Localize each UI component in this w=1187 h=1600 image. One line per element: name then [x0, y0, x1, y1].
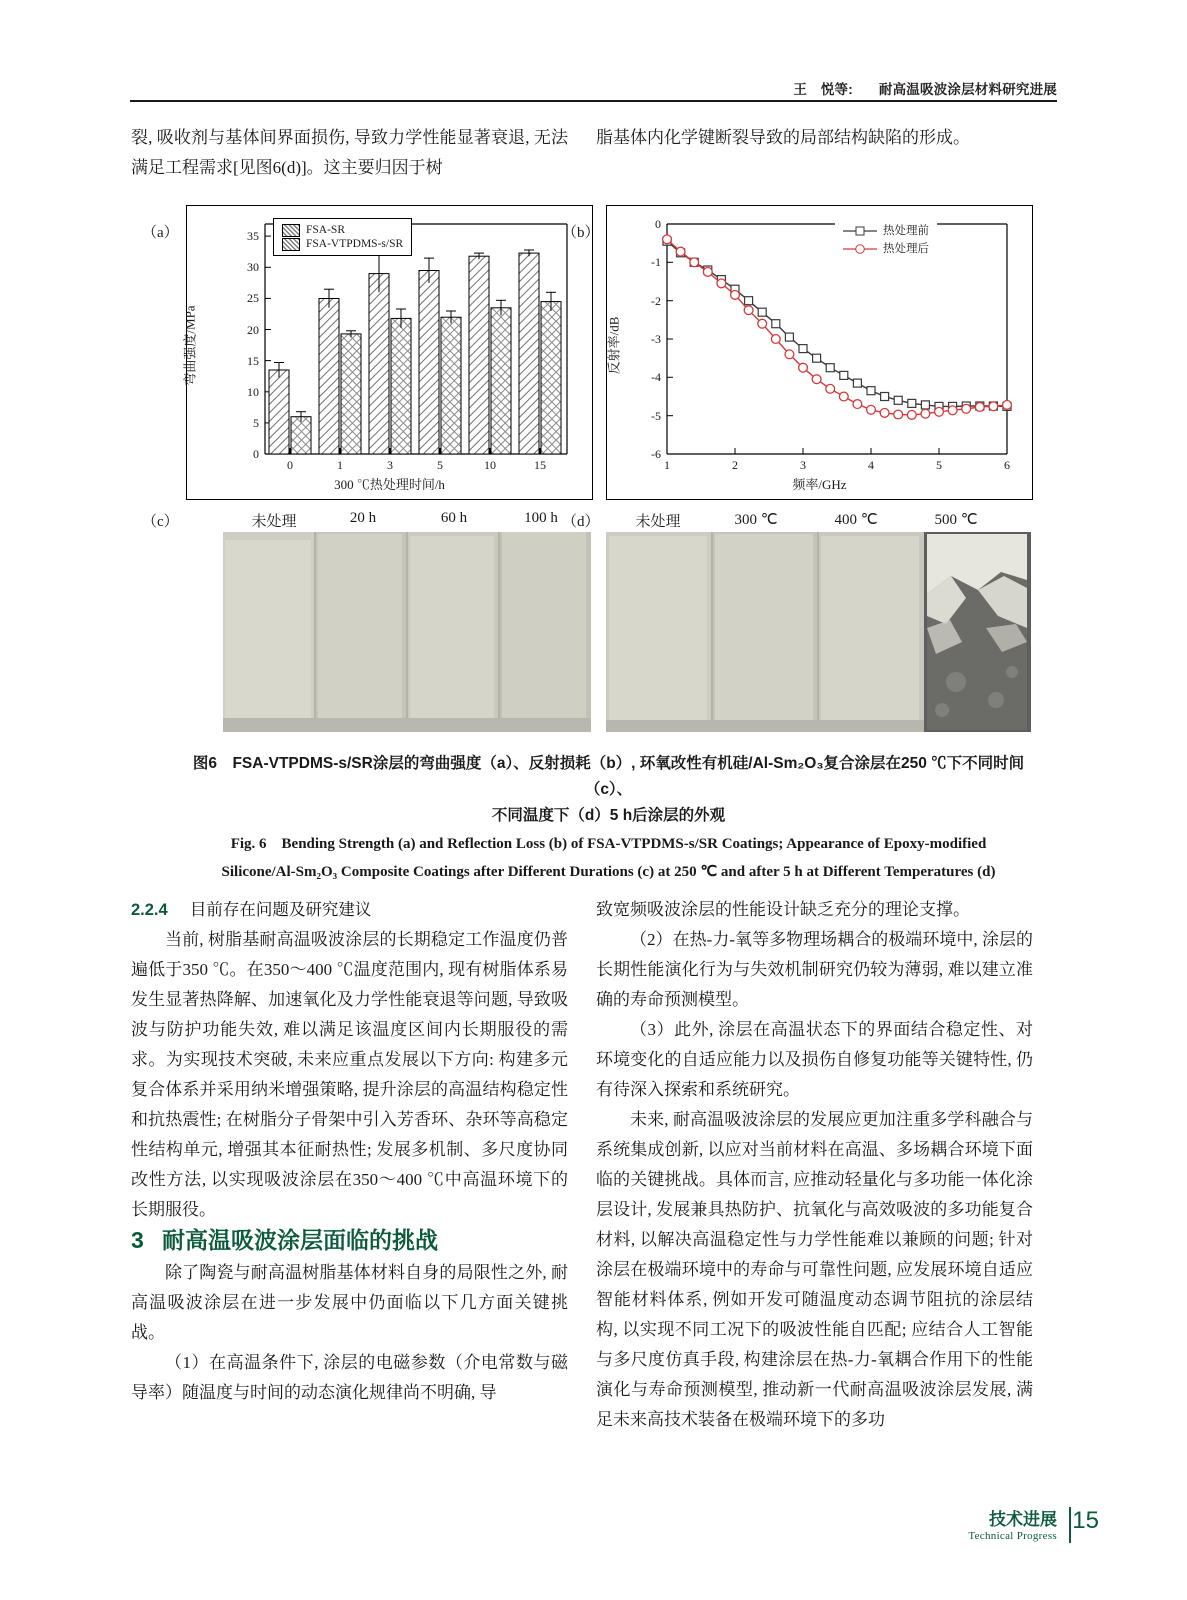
legend-item-before: [843, 224, 929, 238]
section-heading-3: [131, 1225, 568, 1258]
caption-en-line1: Fig. 6 Bending Strength (a) and Reflection Loss (b) of FSA-VTPDMS-s/SR Coatings; Appearance of Epoxy-modified: [230, 836, 987, 852]
chart-b-xlabel: 频率/GHz: [792, 477, 847, 492]
legend-line-circle-icon: [843, 243, 877, 255]
chart-a-xtick-5: 5: [437, 458, 443, 472]
chart-a-xtick-1: 1: [337, 458, 343, 472]
photo-c-label-0: 未处理: [251, 514, 297, 530]
chart-b-xtick-5: 5: [936, 458, 942, 472]
chart-b-ytick--3: -3: [651, 332, 661, 346]
paragraph-left-3: （1）在高温条件下, 涂层的电磁参数（介电常数与磁导率）随温度与时间的动态演化规律尚不明确, 导: [131, 1353, 568, 1402]
figure-photos: [142, 510, 1031, 735]
body-right-column: [596, 895, 1033, 1435]
chart-a-xtick-0: 0: [287, 458, 293, 472]
photo-c-image: [223, 532, 591, 732]
photo-c-label-2: 60 h: [440, 510, 468, 526]
chart-b-ytick--2: -2: [651, 294, 661, 308]
legend-swatch-hatch-icon: [282, 224, 300, 237]
figure-charts: [142, 205, 1031, 505]
chart-a-xtick-15: 15: [534, 458, 546, 472]
chart-a-ytick-25: 25: [247, 291, 259, 305]
paragraph-right-2: （2）在热-力-氧等多物理场耦合的极端环境中, 涂层的长期性能演化行为与失效机制研究仍较为薄弱, 难以建立准确的寿命预测模型。: [596, 930, 1033, 1009]
running-head: [130, 78, 1057, 98]
photo-d-label-0: 未处理: [635, 514, 681, 530]
panel-b-label: （b）: [562, 225, 600, 241]
subsection-number: 2.2.4: [131, 901, 168, 919]
footer-divider: [1069, 1507, 1071, 1543]
chart-b-ytick--6: -6: [651, 447, 661, 461]
legend-b-label-1: 热处理前: [883, 225, 929, 237]
photo-d-label-2: 400 ℃: [834, 512, 878, 528]
page-number: 15: [1072, 1507, 1099, 1534]
figure-caption: [186, 751, 1031, 885]
photo-panel-d: [606, 532, 1031, 732]
top-right-column: [596, 123, 1033, 153]
chart-panel-a: [182, 205, 593, 500]
chart-b-ylabel: 反射率/dB: [606, 316, 622, 375]
photo-c-label-3: 100 h: [524, 510, 558, 526]
chart-a-xtick-3: 3: [387, 458, 393, 472]
subsection-heading: [131, 895, 568, 925]
paragraph-left-1: 当前, 树脂基耐高温吸波涂层的长期稳定工作温度仍普遍低于350 ℃。在350～400 ℃温度范围内, 现有树脂体系易发生显著热降解、加速氧化及力学性能衰退等问题, 导致吸波与防护功能失效, 难以满足该温度区间内长期服役的需求。为实现技术突破, 未来应重点发展以下方向: 构建多元复合体系并采用纳米增强策略, 提升涂层的高温结构稳定性和抗热震性; 在树脂分子骨架中引入芳香环、杂环等高稳定性结构单元, 增强其本征耐热性; 发展多机制、多尺度协同改性方法, 以实现吸波涂层在350～400 ℃中高温环境下的长期服役。: [131, 930, 568, 1219]
page-footer: [968, 1505, 1099, 1542]
chart-b-xtick-6: 6: [1004, 458, 1010, 472]
legend-label-2: FSA-VTPDMS-s/SR: [306, 238, 404, 250]
chart-b-ytick-0: 0: [655, 217, 661, 231]
header-rule: [130, 100, 1057, 102]
chart-a-ytick-10: 10: [247, 385, 259, 399]
paragraph-right-4: 未来, 耐高温吸波涂层的发展应更加注重多学科融合与系统集成创新, 以应对当前材料在高温、多场耦合环境下面临的关键挑战。具体而言, 应推动轻量化与多功能一体化涂层设计, 发展兼具热防护、抗氧化与高效吸波的多功能复合材料, 以解决高温稳定性与力学性能难以兼顾的问题; 针对涂层在极端环境中的寿命与可靠性问题, 应发展环境自适应智能材料体系, 例如开发可随温度动态调节阻抗的涂层结构, 以实现不同工况下的吸波性能自匹配; 应结合人工智能与多尺度仿真手段, 构建涂层在热-力-氧耦合作用下的性能演化与寿命预测模型, 推动新一代耐高温吸波涂层发展, 满足未来高技术装备在极端环境下的多功: [596, 1110, 1033, 1429]
section-number-3: 3: [131, 1227, 144, 1253]
figure-6: [142, 205, 1031, 880]
legend-swatch-cross-icon: [282, 238, 300, 251]
chart-b-xtick-2: 2: [732, 458, 738, 472]
photo-panel-c: [223, 532, 591, 732]
chart-a-xtick-10: 10: [484, 458, 496, 472]
chart-b-ytick--1: -1: [651, 255, 661, 269]
section-title-3: 耐高温吸波涂层面临的挑战: [162, 1227, 439, 1253]
chart-a-ytick-20: 20: [247, 323, 259, 337]
panel-a-label: （a）: [142, 225, 179, 241]
chart-b-xtick-4: 4: [868, 458, 874, 472]
photo-d-image: [606, 532, 1031, 732]
top-left-column: [131, 123, 568, 183]
chart-b-ytick--4: -4: [651, 370, 661, 384]
chart-b-ytick--5: -5: [651, 409, 661, 423]
chart-a-ytick-5: 5: [253, 416, 259, 430]
paragraph-right-1: 致宽频吸波涂层的性能设计缺乏充分的理论支撑。: [596, 900, 970, 919]
chart-b-legend: [835, 220, 937, 260]
chart-panel-b: [606, 205, 1033, 500]
chart-a-ytick-0: 0: [253, 447, 259, 461]
legend-line-square-icon: [843, 225, 877, 237]
legend-item-after: [843, 242, 929, 256]
panel-d-label: （d）: [562, 514, 600, 530]
legend-b-label-2: 热处理后: [883, 243, 929, 255]
panel-c-label: （c）: [142, 514, 179, 530]
legend-label-1: FSA-SR: [306, 224, 345, 236]
paragraph-left-2: 除了陶瓷与耐高温树脂基体材料自身的局限性之外, 耐高温吸波涂层在进一步发展中仍面临以下几方面关键挑战。: [131, 1263, 568, 1342]
chart-a-xlabel: 300 ℃热处理时间/h: [334, 477, 445, 492]
running-head-title: 耐高温吸波涂层材料研究进展: [878, 82, 1057, 97]
chart-b-xtick-3: 3: [800, 458, 806, 472]
legend-item-fsa-sr: [282, 223, 403, 237]
chart-b-xtick-1: 1: [664, 458, 670, 472]
paragraph-right-3: （3）此外, 涂层在高温状态下的界面结合稳定性、对环境变化的自适应能力以及损伤自修复功能等关键特性, 仍有待深入探索和系统研究。: [596, 1020, 1033, 1099]
caption-en-line2: Silicone/Al-Sm₂O₃ Composite Coatings after Different Durations (c) at 250 ℃ and after 5 h at Different Temperatures (d): [221, 864, 996, 880]
running-head-authors: 王 悦等:: [793, 82, 853, 97]
caption-zh-line2: 不同温度下（d）5 h后涂层的外观: [491, 807, 726, 824]
chart-a-ytick-30: 30: [247, 260, 259, 274]
subsection-title: 目前存在问题及研究建议: [189, 901, 372, 919]
footer-section-en: Technical Progress: [968, 1530, 1057, 1542]
photo-d-label-3: 500 ℃: [934, 512, 978, 528]
top-right-paragraph: 脂基体内化学键断裂导致的局部结构缺陷的形成。: [596, 128, 970, 147]
footer-section-zh: 技术进展: [989, 1510, 1057, 1529]
chart-b-plot: [607, 206, 1032, 499]
chart-a-legend: [273, 218, 412, 256]
chart-a-ytick-35: 35: [247, 229, 259, 243]
photo-c-label-1: 20 h: [349, 510, 377, 526]
legend-item-fsa-vtpdms: [282, 237, 403, 251]
chart-a-ylabel: 弯曲强度/MPa: [182, 305, 198, 386]
photo-d-label-1: 300 ℃: [734, 512, 778, 528]
body-left-column: [131, 895, 568, 1408]
chart-a-ytick-15: 15: [247, 354, 259, 368]
caption-zh-line1: 图6 FSA-VTPDMS-s/SR涂层的弯曲强度（a）、反射损耗（b）, 环氧改性有机硅/Al-Sm₂O₃复合涂层在250 ℃下不同时间（c）、: [192, 755, 1025, 798]
top-left-paragraph: 裂, 吸收剂与基体间界面损伤, 导致力学性能显著衰退, 无法满足工程需求[见图6(d)]。这主要归因于树: [131, 128, 568, 177]
